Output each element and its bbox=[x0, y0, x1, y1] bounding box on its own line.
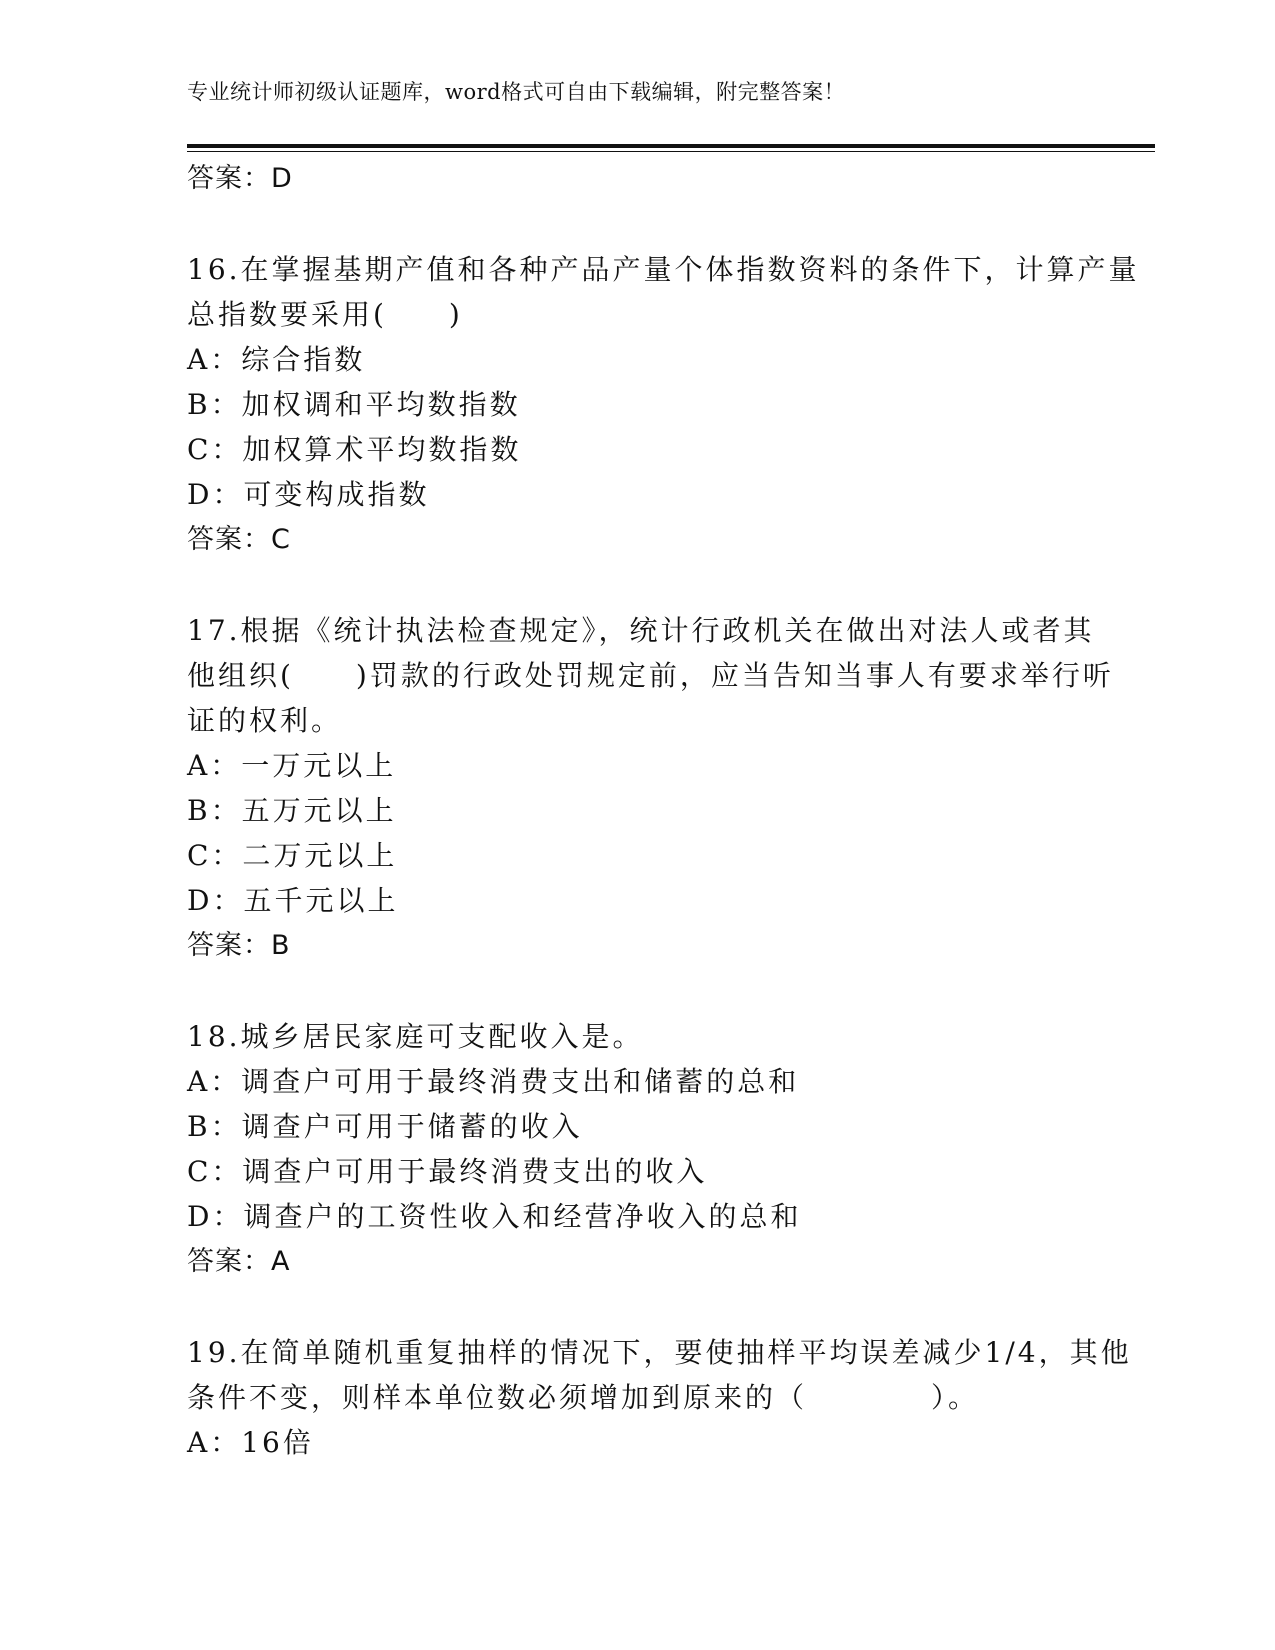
option-d: D：可变构成指数 bbox=[187, 478, 430, 511]
question-text-line: 他组织( )罚款的行政处罚规定前，应当告知当事人有要求举行听 bbox=[187, 659, 1114, 692]
option-a: A：综合指数 bbox=[187, 343, 366, 376]
option-d: D：调查户的工资性收入和经营净收入的总和 bbox=[187, 1200, 802, 1233]
document-body bbox=[187, 156, 1140, 1465]
question-text-line: 总指数要采用( ) bbox=[187, 298, 463, 331]
answer: 答案：B bbox=[187, 930, 291, 961]
question-text-line: 17.根据《统计执法检查规定》，统计行政机关在做出对法人或者其 bbox=[187, 614, 1095, 647]
question-17 bbox=[187, 608, 1114, 968]
question-18 bbox=[187, 1014, 1087, 1284]
spacer bbox=[187, 968, 1087, 1014]
question-text-line: 条件不变，则样本单位数必须增加到原来的（ ）。 bbox=[187, 1381, 980, 1414]
option-a: A：调查户可用于最终消费支出和储蓄的总和 bbox=[187, 1065, 800, 1098]
question-16 bbox=[187, 247, 1140, 562]
option-d: D：五千元以上 bbox=[187, 884, 399, 917]
prev-answer: 答案：D bbox=[187, 163, 293, 194]
spacer bbox=[187, 1284, 1087, 1330]
option-b: B：加权调和平均数指数 bbox=[187, 388, 521, 421]
document-page bbox=[187, 0, 1147, 1650]
spacer bbox=[187, 201, 1087, 247]
spacer bbox=[187, 562, 1087, 608]
answer: 答案：C bbox=[187, 524, 291, 555]
option-c: C：加权算术平均数指数 bbox=[187, 433, 522, 466]
option-c: C：调查户可用于最终消费支出的收入 bbox=[187, 1155, 708, 1188]
page-header: 专业统计师初级认证题库，word格式可自由下载编辑，附完整答案！ bbox=[187, 80, 846, 104]
option-b: B：五万元以上 bbox=[187, 794, 397, 827]
header-rule bbox=[187, 144, 1155, 148]
question-text-line: 16.在掌握基期产值和各种产品产量个体指数资料的条件下，计算产量 bbox=[187, 253, 1140, 286]
option-a: A：一万元以上 bbox=[187, 749, 397, 782]
header-rule-thin bbox=[187, 151, 1155, 152]
answer: 答案：A bbox=[187, 1246, 291, 1277]
option-a: A：16倍 bbox=[187, 1426, 314, 1459]
question-text-line: 19.在简单随机重复抽样的情况下，要使抽样平均误差减少1/4，其他 bbox=[187, 1336, 1132, 1369]
question-19 bbox=[187, 1330, 1132, 1465]
question-text-line: 证的权利。 bbox=[187, 704, 343, 737]
option-c: C：二万元以上 bbox=[187, 839, 398, 872]
question-text-line: 18.城乡居民家庭可支配收入是。 bbox=[187, 1020, 644, 1053]
option-b: B：调查户可用于储蓄的收入 bbox=[187, 1110, 583, 1143]
